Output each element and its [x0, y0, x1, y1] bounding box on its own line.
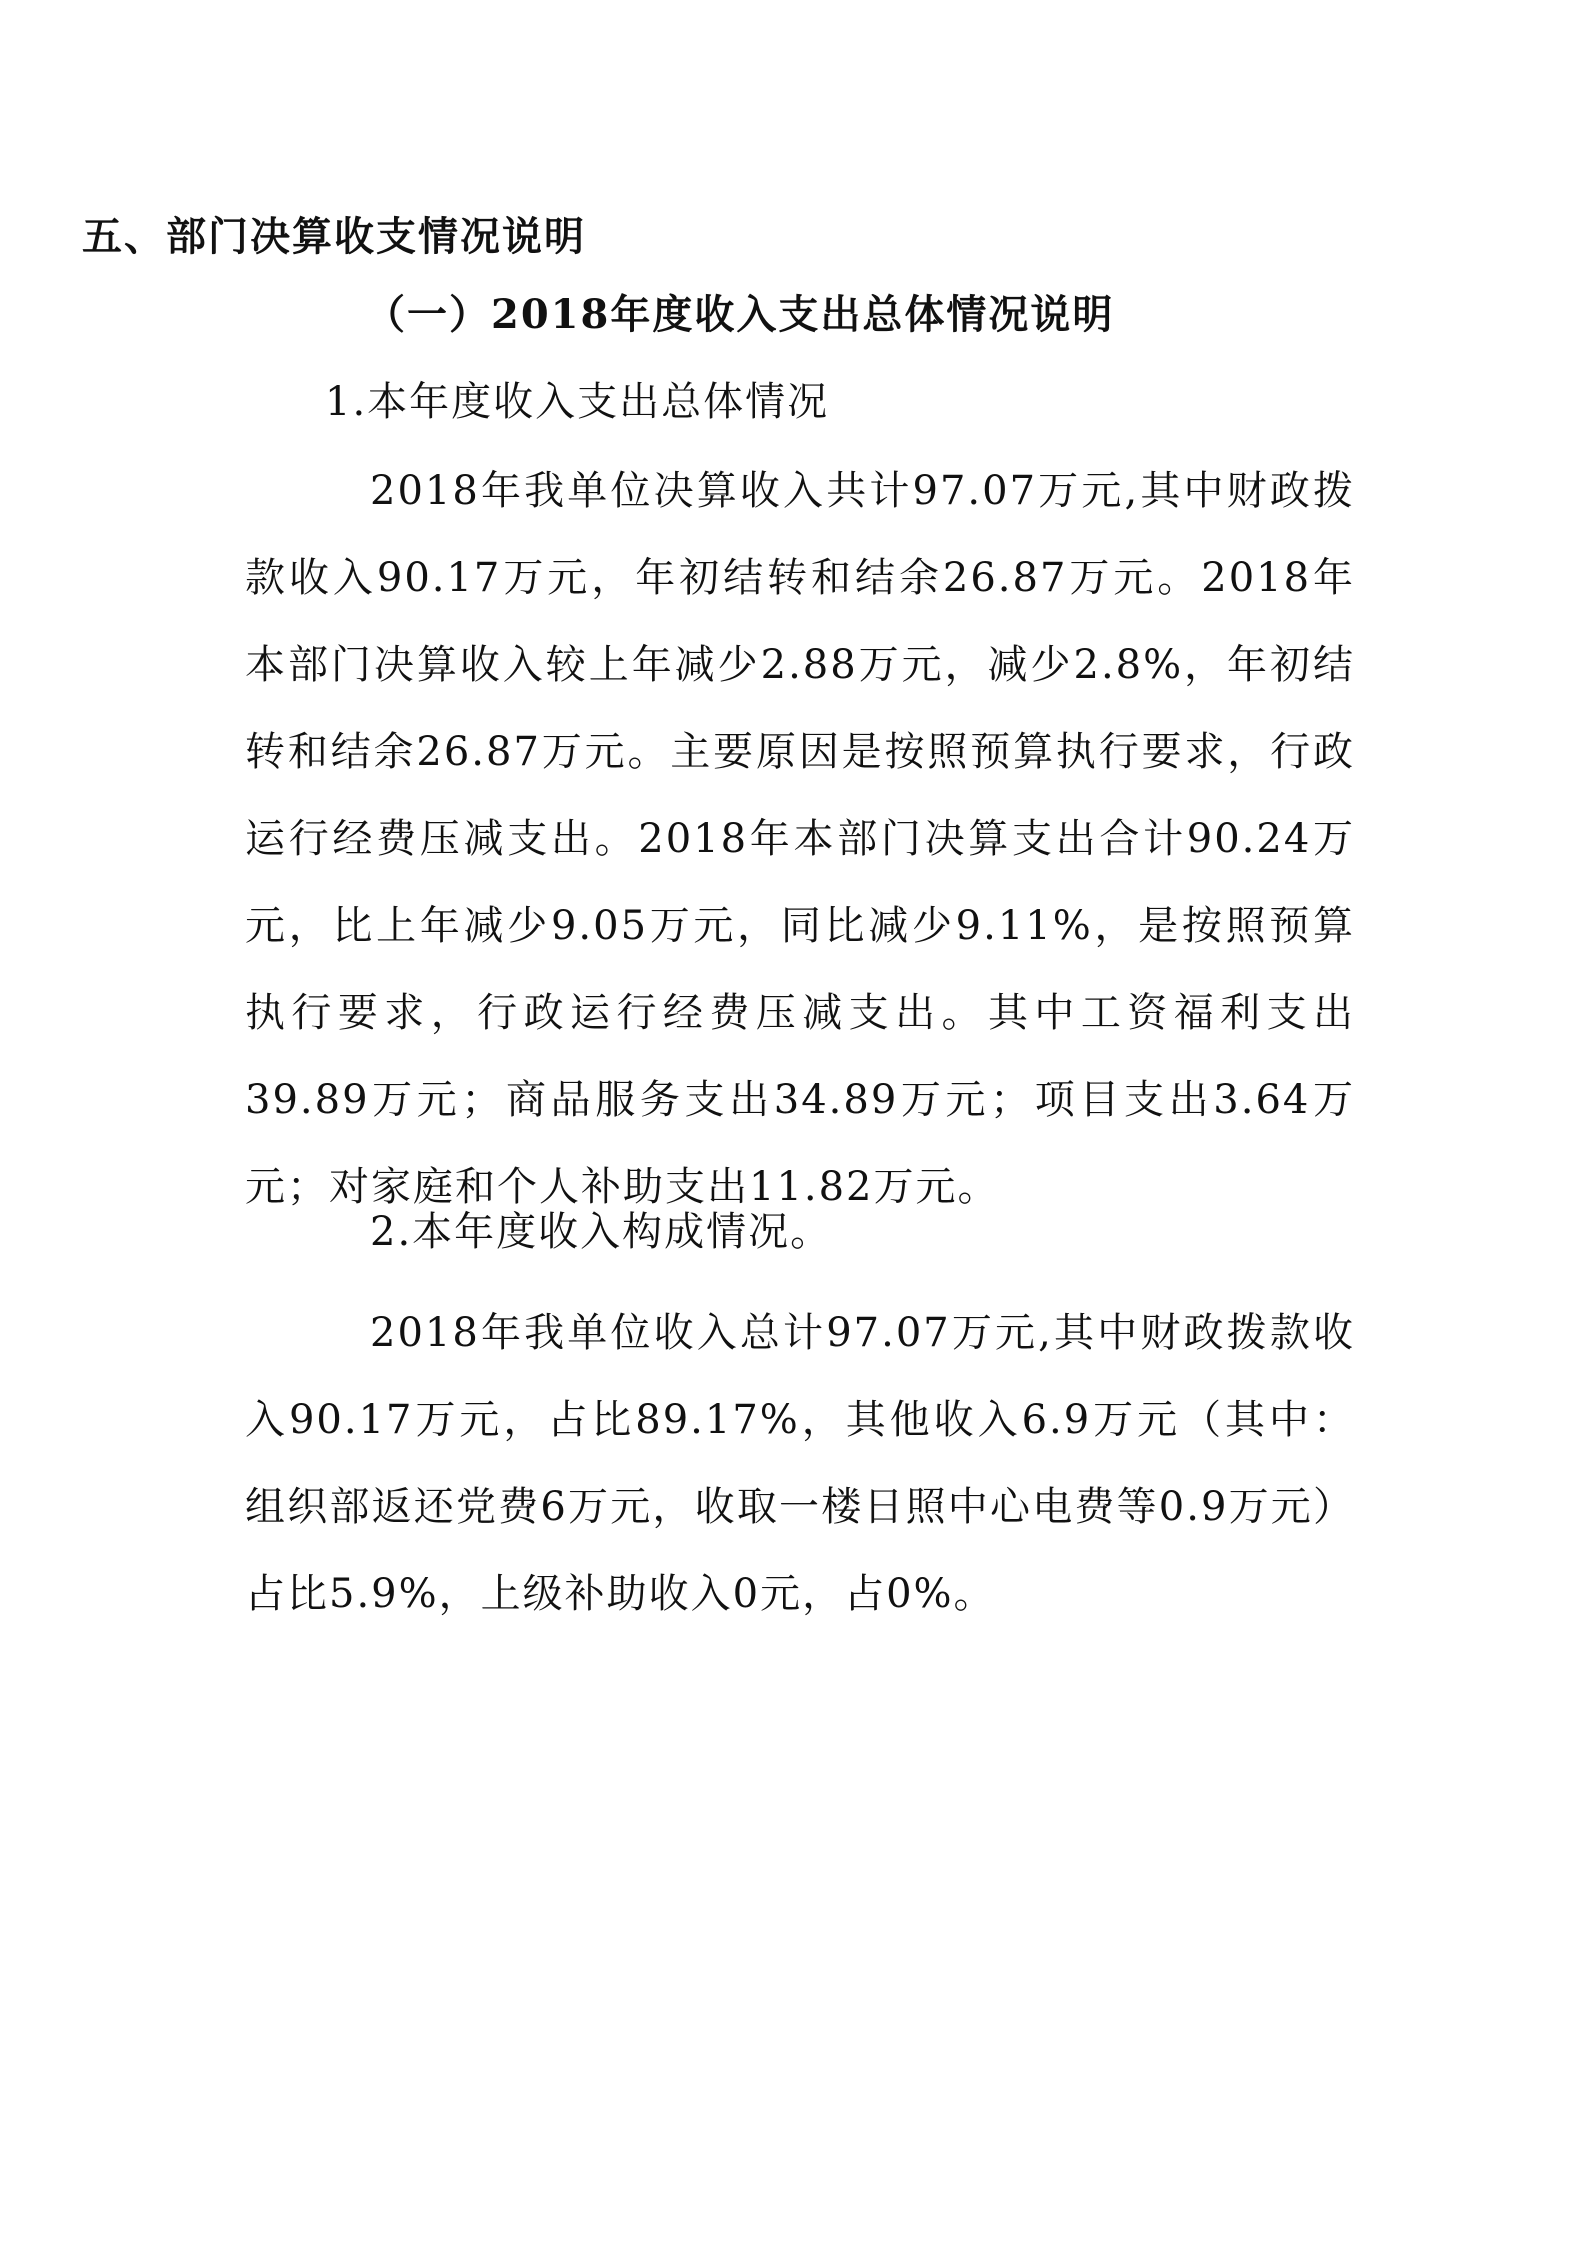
item2-heading: 2.本年度收入构成情况。: [370, 1209, 833, 1255]
item2-paragraph: 2018年我单位收入总计97.07万元,其中财政拨款收入90.17万元，占比89.17%，其他收入6.9万元（其中：组织部返还党费6万元，收取一楼日照中心电费等0.9万元）占比5.9%，上级补助收入0元，占0%。: [245, 1310, 1355, 1617]
section-heading: 五、部门决算收支情况说明: [82, 213, 586, 260]
item1-heading: 1.本年度收入支出总体情况: [325, 379, 830, 425]
subsection-heading: （一）2018年度收入支出总体情况说明: [365, 291, 1115, 338]
item1-paragraph: 2018年我单位决算收入共计97.07万元,其中财政拨款收入90.17万元，年初结转和结余26.87万元。2018年本部门决算收入较上年减少2.88万元，减少2.8%，年初结转和结余26.87万元。主要原因是按照预算执行要求，行政运行经费压减支出。2018年本部门决算支出合计90.24万元，比上年减少9.05万元，同比减少9.11%，是按照预算执行要求，行政运行经费压减支出。其中工资福利支出39.89万元；商品服务支出34.89万元；项目支出3.64万元；对家庭和个人补助支出11.82万元。: [245, 468, 1355, 1210]
